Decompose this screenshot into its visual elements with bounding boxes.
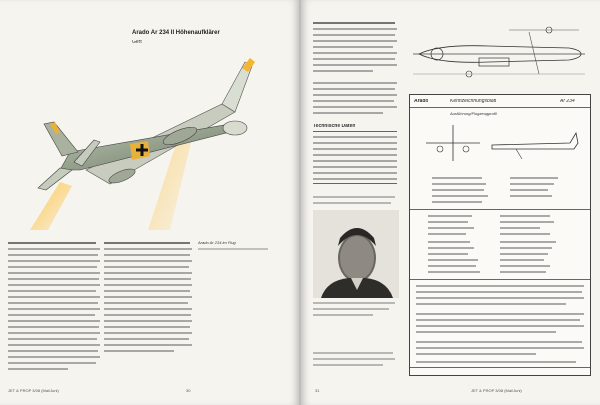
portrait-photo xyxy=(313,210,399,298)
sheet-brand: Arado xyxy=(414,99,429,104)
fuselage xyxy=(60,124,238,170)
caption-line xyxy=(198,248,268,250)
article-author: Gert xyxy=(132,40,142,45)
right-page xyxy=(301,0,600,405)
aircraft-three-view xyxy=(420,119,580,165)
page-number-left: 30 xyxy=(186,388,191,393)
cockpit-nose xyxy=(223,121,247,135)
sheet-type: Ar 234 xyxy=(560,99,575,104)
footer-right: JET & PROP 3/08 (Mai/Juni) xyxy=(471,388,522,393)
sheet-title: Kennzeichnungsblatt xyxy=(450,99,497,104)
footer-left: JET & PROP 3/08 (Mai/Juni) xyxy=(8,388,59,393)
left-page xyxy=(0,0,299,405)
data-table-title: Technische Daten xyxy=(313,124,356,129)
aircraft-illustration xyxy=(30,52,270,232)
image-caption: Arado Ar 234 im Flug xyxy=(198,240,236,245)
article-title: Arado Ar 234 II Höhenaufklärer xyxy=(132,30,220,36)
vertical-tail xyxy=(44,122,78,156)
exhaust-trail xyxy=(30,182,72,230)
table-rule xyxy=(313,183,397,184)
sheet-subtitle: Ausführung/Flugzeugprofil xyxy=(450,111,497,116)
table-rule xyxy=(313,131,397,132)
page-number-right: 31 xyxy=(315,388,320,393)
identification-sheet xyxy=(409,94,591,376)
technical-drawing xyxy=(409,22,589,84)
